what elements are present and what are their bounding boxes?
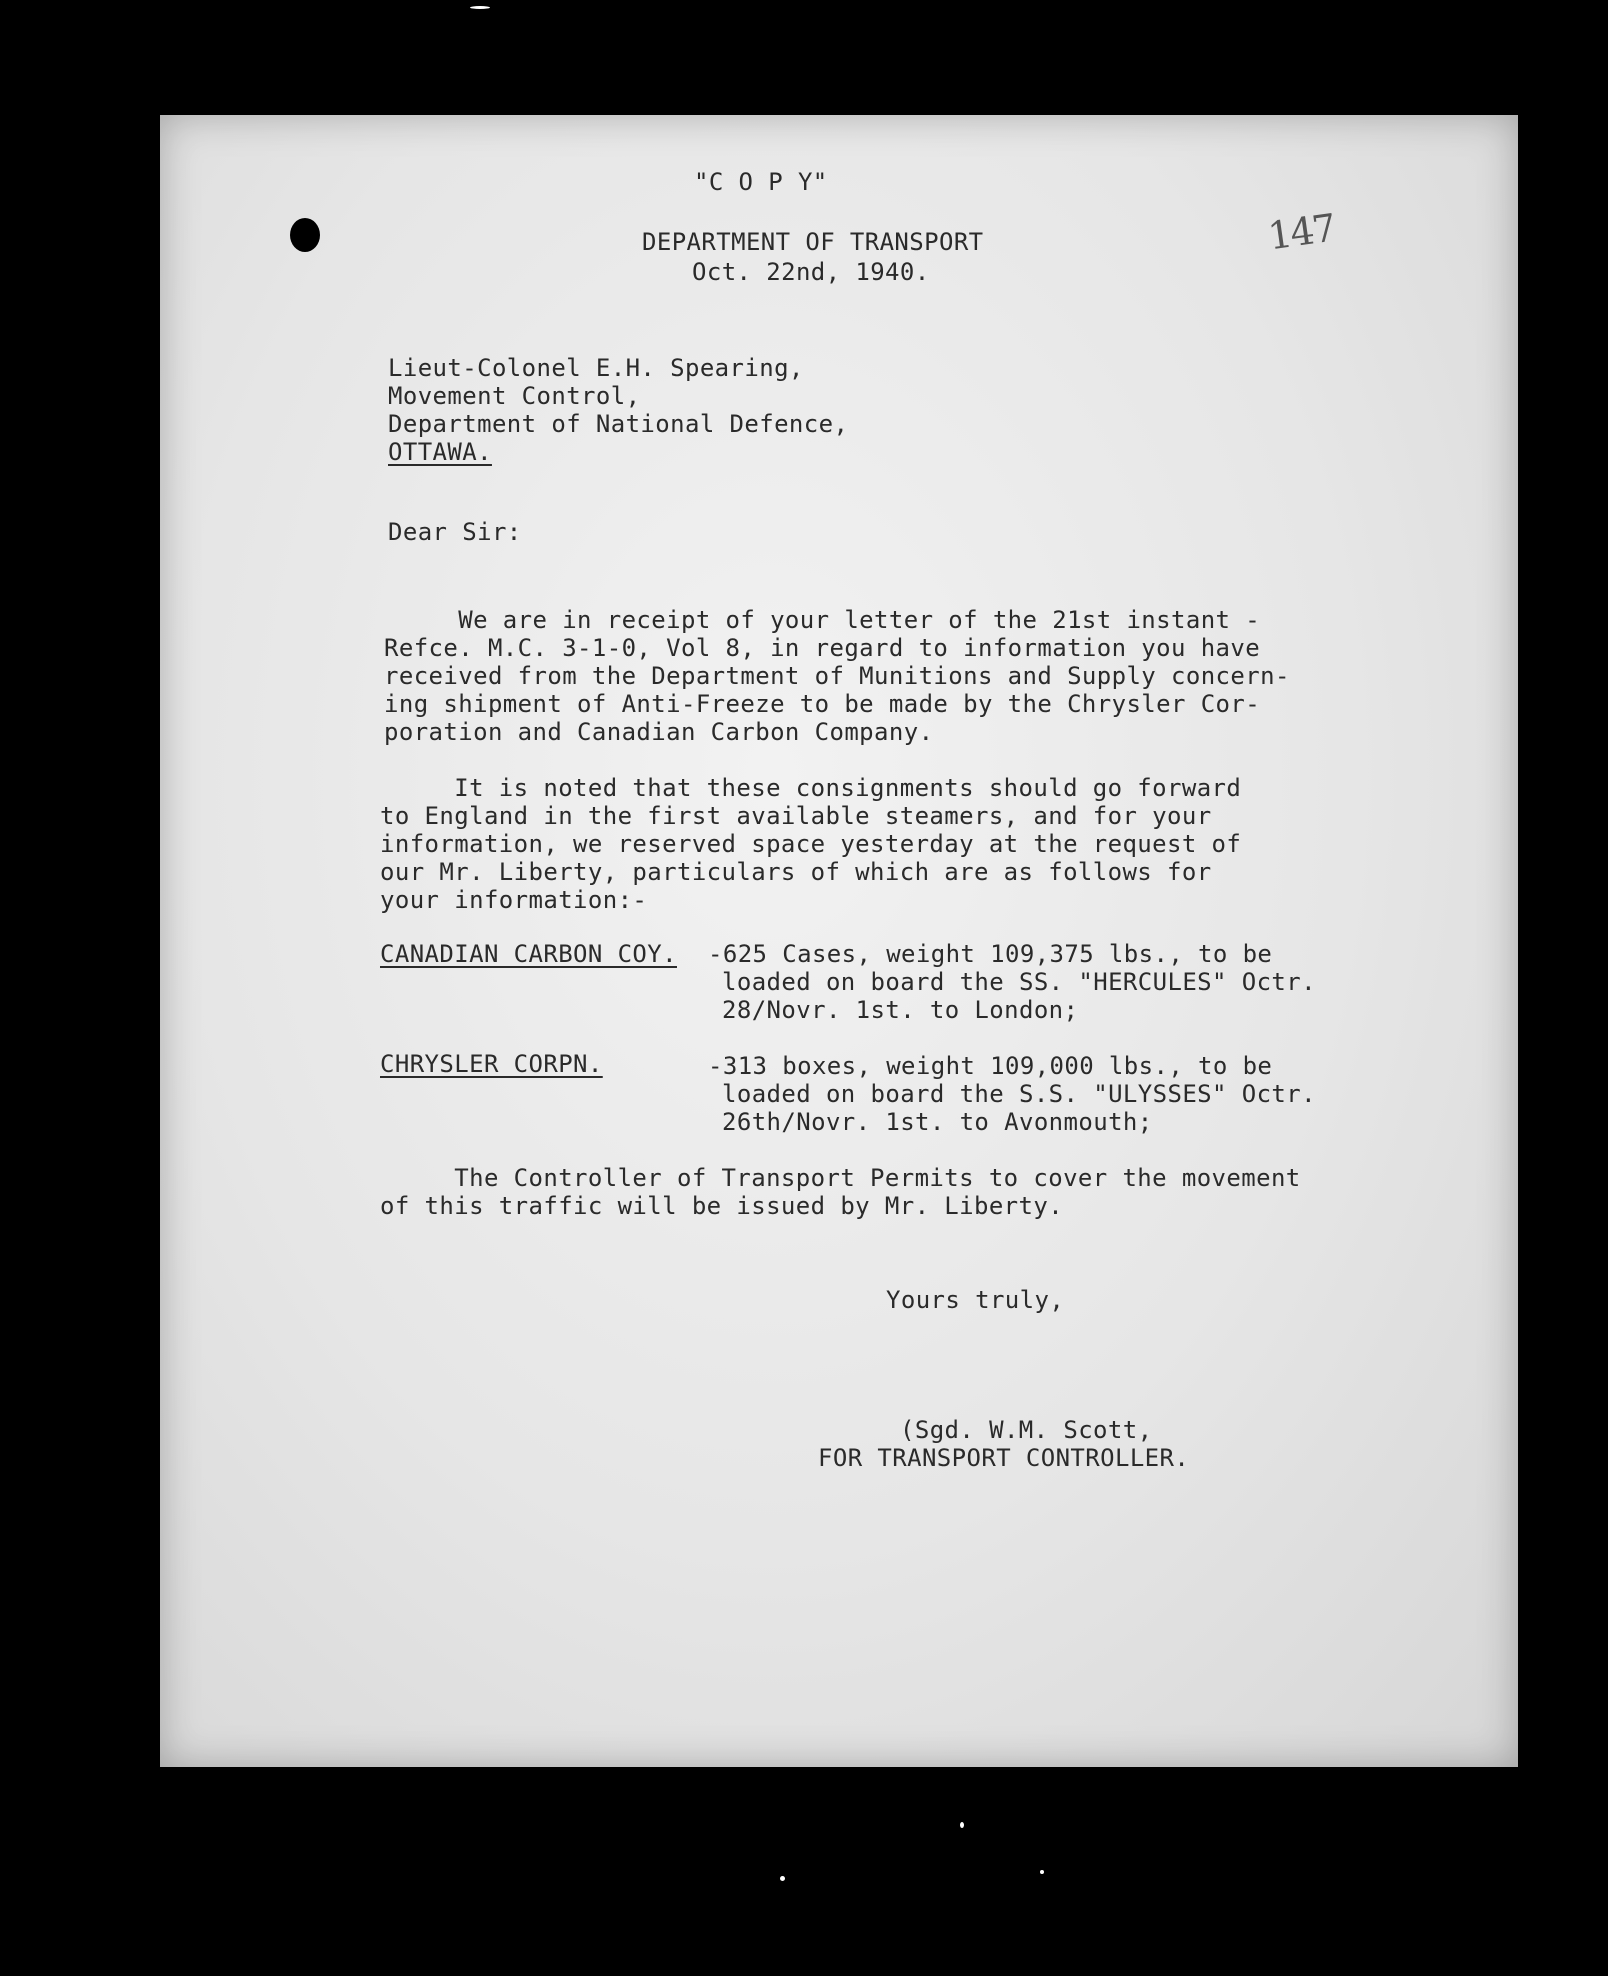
shipment-line: 28/Novr. 1st. to London; [722,996,1079,1024]
paragraph-line: Refce. M.C. 3-1-0, Vol 8, in regard to information you have [384,634,1261,662]
shipment-line: loaded on board the S.S. "ULYSSES" Octr. [722,1080,1316,1108]
handwritten-page-number: 147 [1265,205,1338,259]
shipment-line: loaded on board the SS. "HERCULES" Octr. [722,968,1316,996]
shipment-company: CHRYSLER CORPN. [380,1050,603,1078]
shipment-company: CANADIAN CARBON COY. [380,940,677,968]
closing: Yours truly, [886,1286,1065,1314]
addressee-city: OTTAWA. [388,438,492,466]
scan-speck [960,1822,964,1828]
paragraph-line: of this traffic will be issued by Mr. Liberty. [380,1192,1064,1220]
addressee-name: Lieut-Colonel E.H. Spearing, [388,354,804,382]
addressee-department: Department of National Defence, [388,410,849,438]
copy-mark: "C O P Y" [694,168,828,196]
paragraph-line: information, we reserved space yesterday at the request of [380,830,1242,858]
paragraph-line: your information:- [380,886,648,914]
punch-hole [290,218,320,252]
letter-date: Oct. 22nd, 1940. [692,258,930,286]
paragraph-line: our Mr. Liberty, particulars of which are as follows for [380,858,1212,886]
signature-title: FOR TRANSPORT CONTROLLER. [818,1444,1190,1472]
paragraph-line: It is noted that these consignments should go forward [380,774,1242,802]
paragraph-line: received from the Department of Munitions and Supply concern- [384,662,1290,690]
shipment-line: -625 Cases, weight 109,375 lbs., to be [708,940,1273,968]
scan-speck [780,1876,785,1881]
department-heading: DEPARTMENT OF TRANSPORT [642,228,984,256]
paragraph-line: poration and Canadian Carbon Company. [384,718,934,746]
addressee-unit: Movement Control, [388,382,641,410]
paragraph-line: to England in the first available steamers, and for your [380,802,1212,830]
paragraph-line: We are in receipt of your letter of the 21st instant - [384,606,1261,634]
paragraph-line: The Controller of Transport Permits to cover the movement [380,1164,1301,1192]
shipment-line: -313 boxes, weight 109,000 lbs., to be [708,1052,1273,1080]
paragraph-line: ing shipment of Anti-Freeze to be made by the Chrysler Cor- [384,690,1261,718]
signature: (Sgd. W.M. Scott, [900,1416,1153,1444]
scan-speck [1040,1870,1044,1874]
scan-speck [470,6,490,9]
salutation: Dear Sir: [388,518,522,546]
shipment-line: 26th/Novr. 1st. to Avonmouth; [722,1108,1153,1136]
